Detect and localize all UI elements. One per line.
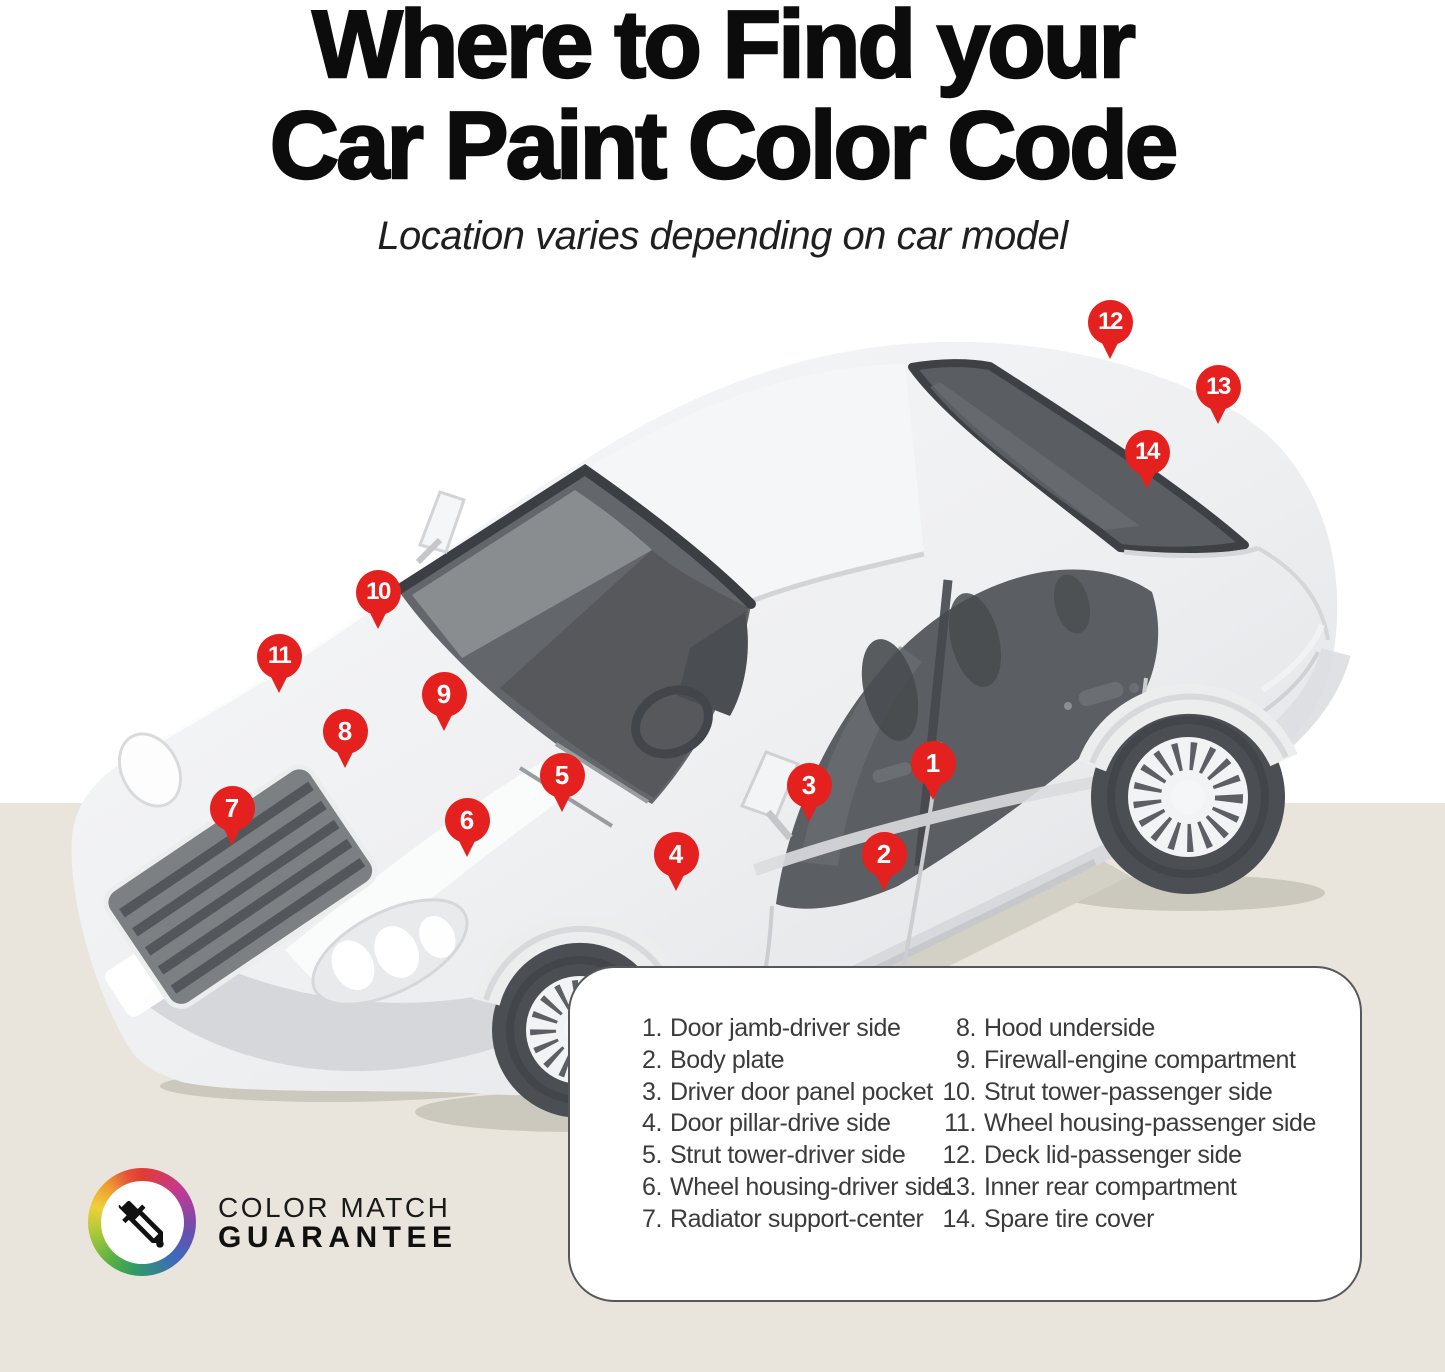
pin-number: 5 — [554, 759, 570, 790]
legend-item-number: 6. — [641, 1172, 662, 1201]
legend-item-label: Strut tower-driver side — [670, 1141, 906, 1170]
legend-item-number: 3. — [641, 1077, 662, 1106]
legend-item-label: Wheel housing-passenger side — [984, 1109, 1317, 1138]
legend-item — [600, 1172, 949, 1204]
pin-number: 7 — [224, 792, 240, 823]
legend-item-label: Driver door panel pocket — [670, 1077, 933, 1106]
legend-item — [600, 1204, 949, 1236]
legend-item-label: Door jamb-driver side — [670, 1014, 901, 1042]
pin-number: 10 — [366, 578, 390, 605]
pin-14 — [1125, 430, 1170, 475]
pin-9 — [422, 672, 467, 717]
legend-item — [600, 1013, 949, 1045]
pin-12 — [1088, 300, 1133, 345]
badge-title: COLOR MATCH — [218, 1192, 451, 1223]
pin-number: 6 — [459, 804, 475, 835]
title-line-1: Where to Find your — [312, 0, 1133, 98]
legend-item-number: 8. — [955, 1014, 976, 1042]
pin-5 — [540, 753, 585, 798]
pin-number: 4 — [668, 838, 684, 869]
legend-item — [600, 1108, 949, 1140]
legend-item — [910, 1013, 1316, 1045]
legend-item — [910, 1045, 1316, 1077]
legend-item-label: Strut tower-passenger side — [984, 1077, 1273, 1106]
legend-item-number: 10. — [942, 1077, 976, 1106]
pin-number: 2 — [876, 838, 892, 869]
legend-item-label: Deck lid-passenger side — [984, 1141, 1242, 1170]
legend-item-number: 9. — [955, 1045, 976, 1074]
legend-item-label: Door pillar-drive side — [670, 1109, 891, 1138]
legend-item-label: Body plate — [670, 1045, 785, 1074]
legend-item-label: Spare tire cover — [984, 1204, 1155, 1233]
header — [0, 0, 1445, 259]
pin-1 — [911, 741, 956, 786]
pin-3 — [787, 763, 832, 808]
badge-subtitle: GUARANTEE — [218, 1221, 458, 1254]
pin-number: 11 — [267, 642, 291, 669]
pin-2 — [862, 832, 907, 877]
pin-number: 3 — [801, 769, 817, 800]
legend-item — [910, 1077, 1316, 1109]
pin-number: 1 — [925, 747, 941, 778]
pin-10 — [356, 570, 401, 615]
legend-item-number: 1. — [641, 1014, 662, 1042]
eyedropper-icon — [114, 1194, 170, 1250]
subtitle: Location varies depending on car model — [377, 214, 1068, 258]
legend-item — [600, 1045, 949, 1077]
legend-column-1 — [600, 1013, 949, 1236]
color-wheel-icon — [88, 1168, 196, 1276]
legend-column-2 — [910, 1013, 1316, 1236]
legend-item-number: 2. — [641, 1045, 662, 1074]
legend-item-label: Hood underside — [984, 1014, 1155, 1042]
legend-item-number: 7. — [641, 1204, 662, 1233]
page-title — [0, 0, 1445, 199]
pin-6 — [445, 798, 490, 843]
pin-number: 13 — [1206, 373, 1230, 400]
pin-11 — [257, 634, 302, 679]
legend-item-number: 11. — [944, 1109, 976, 1138]
legend-item — [600, 1140, 949, 1172]
legend-item-number: 14. — [942, 1204, 976, 1233]
legend-item-number: 13. — [942, 1172, 976, 1201]
pin-7 — [210, 786, 255, 831]
pin-number: 14 — [1135, 438, 1159, 465]
legend-item-label: Radiator support-center — [670, 1204, 924, 1233]
legend-item — [910, 1140, 1316, 1172]
legend-item-number: 5. — [641, 1141, 662, 1170]
legend-item — [910, 1204, 1316, 1236]
pin-number: 8 — [337, 715, 353, 746]
legend-item-label: Inner rear compartment — [984, 1172, 1237, 1201]
legend-item-number: 12. — [942, 1141, 976, 1170]
legend-item-number: 4. — [641, 1109, 662, 1138]
legend-box — [568, 966, 1362, 1302]
pin-13 — [1196, 365, 1241, 410]
legend-item — [910, 1172, 1316, 1204]
pin-8 — [323, 709, 368, 754]
color-wheel-center — [101, 1181, 184, 1264]
pin-number: 12 — [1098, 308, 1122, 335]
legend-item — [600, 1077, 949, 1109]
pin-number: 9 — [436, 678, 452, 709]
legend-item — [910, 1108, 1316, 1140]
legend-item-label: Firewall-engine compartment — [984, 1045, 1296, 1074]
title-line-2: Car Paint Color Code — [269, 92, 1176, 199]
pin-4 — [654, 832, 699, 877]
legend-item-label: Wheel housing-driver side — [670, 1172, 950, 1201]
